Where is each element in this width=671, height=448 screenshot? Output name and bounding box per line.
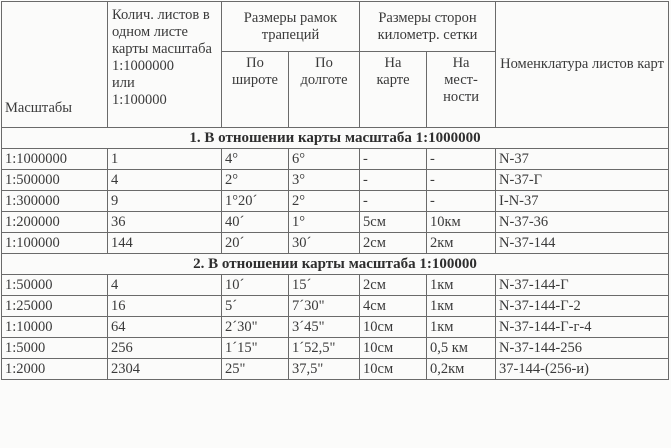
cell-count: 4	[108, 170, 222, 191]
cell-longitude: 7´30"	[289, 296, 360, 317]
cell-longitude: 1´52,5"	[289, 338, 360, 359]
cell-latitude: 10´	[222, 275, 289, 296]
cell-nomenclature: N-37-144-Г	[496, 275, 669, 296]
table-body	[2, 128, 669, 380]
cell-on-map: 10см	[360, 359, 427, 380]
table-row	[2, 149, 669, 170]
cell-latitude: 5´	[222, 296, 289, 317]
cell-on-map: 10см	[360, 338, 427, 359]
cell-count: 9	[108, 191, 222, 212]
cell-longitude: 1°	[289, 212, 360, 233]
cell-longitude: 2°	[289, 191, 360, 212]
cell-latitude: 20´	[222, 233, 289, 254]
header-by-longitude: По долготе	[289, 52, 360, 128]
cell-scale: 1:5000	[2, 338, 108, 359]
cell-longitude: 37,5"	[289, 359, 360, 380]
header-grid-sides: Размеры сторон километр. сетки	[360, 2, 496, 52]
header-nomenclature: Номенклатура листов карт	[496, 2, 669, 128]
table-row	[2, 170, 669, 191]
cell-count: 4	[108, 275, 222, 296]
cell-longitude: 3´45"	[289, 317, 360, 338]
header-on-ground: На мест- ности	[427, 52, 496, 128]
cell-nomenclature: N-37-144-256	[496, 338, 669, 359]
cell-on-map: 4см	[360, 296, 427, 317]
section-1-heading-row	[2, 128, 669, 149]
cell-count: 16	[108, 296, 222, 317]
cell-scale: 1:10000	[2, 317, 108, 338]
cell-on-map: -	[360, 170, 427, 191]
cell-latitude: 4°	[222, 149, 289, 170]
table-row	[2, 233, 669, 254]
section-2-title: 2. В отношении карты масштаба 1:100000	[2, 254, 669, 275]
table-row	[2, 359, 669, 380]
cell-latitude: 2°	[222, 170, 289, 191]
cell-count: 1	[108, 149, 222, 170]
cell-on-ground: 0,2км	[427, 359, 496, 380]
cell-latitude: 1´15"	[222, 338, 289, 359]
cell-on-ground: 0,5 км	[427, 338, 496, 359]
cell-longitude: 3°	[289, 170, 360, 191]
table-row	[2, 191, 669, 212]
table-row	[2, 275, 669, 296]
cell-nomenclature: N-37-36	[496, 212, 669, 233]
table-row	[2, 296, 669, 317]
cell-on-ground: 2км	[427, 233, 496, 254]
cell-nomenclature: I-N-37	[496, 191, 669, 212]
cell-latitude: 25"	[222, 359, 289, 380]
header-on-map: На карте	[360, 52, 427, 128]
header-scales: Масштабы	[2, 2, 108, 128]
cell-latitude: 2´30"	[222, 317, 289, 338]
cell-nomenclature: N-37-144	[496, 233, 669, 254]
cell-count: 36	[108, 212, 222, 233]
cell-on-ground: 1км	[427, 317, 496, 338]
cell-nomenclature: N-37	[496, 149, 669, 170]
cell-scale: 1:25000	[2, 296, 108, 317]
cell-nomenclature: N-37-144-Г-2	[496, 296, 669, 317]
cell-on-map: 10см	[360, 317, 427, 338]
cell-on-ground: 1км	[427, 275, 496, 296]
header-sheet-count: Колич. листов в одном листе карты масштаба 1:1000000 или 1:100000	[108, 2, 222, 128]
cell-scale: 1:1000000	[2, 149, 108, 170]
cell-count: 144	[108, 233, 222, 254]
cell-longitude: 30´	[289, 233, 360, 254]
cell-on-map: 2см	[360, 275, 427, 296]
cell-longitude: 15´	[289, 275, 360, 296]
cell-count: 256	[108, 338, 222, 359]
section-1-title: 1. В отношении карты масштаба 1:1000000	[2, 128, 669, 149]
table-row	[2, 338, 669, 359]
section-2-heading-row	[2, 254, 669, 275]
table-header	[2, 2, 669, 128]
cell-on-ground: -	[427, 191, 496, 212]
header-trapezoid-frames: Размеры рамок трапеций	[222, 2, 360, 52]
cell-count: 2304	[108, 359, 222, 380]
cell-on-ground: -	[427, 149, 496, 170]
cell-nomenclature: N-37-144-Г-г-4	[496, 317, 669, 338]
cell-nomenclature: 37-144-(256-и)	[496, 359, 669, 380]
cell-longitude: 6°	[289, 149, 360, 170]
cell-scale: 1:300000	[2, 191, 108, 212]
cell-latitude: 40´	[222, 212, 289, 233]
cell-scale: 1:100000	[2, 233, 108, 254]
cell-scale: 1:2000	[2, 359, 108, 380]
cell-scale: 1:500000	[2, 170, 108, 191]
map-scales-table	[1, 1, 669, 380]
cell-latitude: 1°20´	[222, 191, 289, 212]
header-by-latitude: По широте	[222, 52, 289, 128]
cell-on-map: 2см	[360, 233, 427, 254]
table-row	[2, 317, 669, 338]
cell-on-map: 5см	[360, 212, 427, 233]
cell-on-ground: -	[427, 170, 496, 191]
cell-count: 64	[108, 317, 222, 338]
table-row	[2, 212, 669, 233]
cell-nomenclature: N-37-Г	[496, 170, 669, 191]
cell-on-ground: 1км	[427, 296, 496, 317]
cell-on-map: -	[360, 149, 427, 170]
cell-on-map: -	[360, 191, 427, 212]
cell-on-ground: 10км	[427, 212, 496, 233]
cell-scale: 1:200000	[2, 212, 108, 233]
cell-scale: 1:50000	[2, 275, 108, 296]
